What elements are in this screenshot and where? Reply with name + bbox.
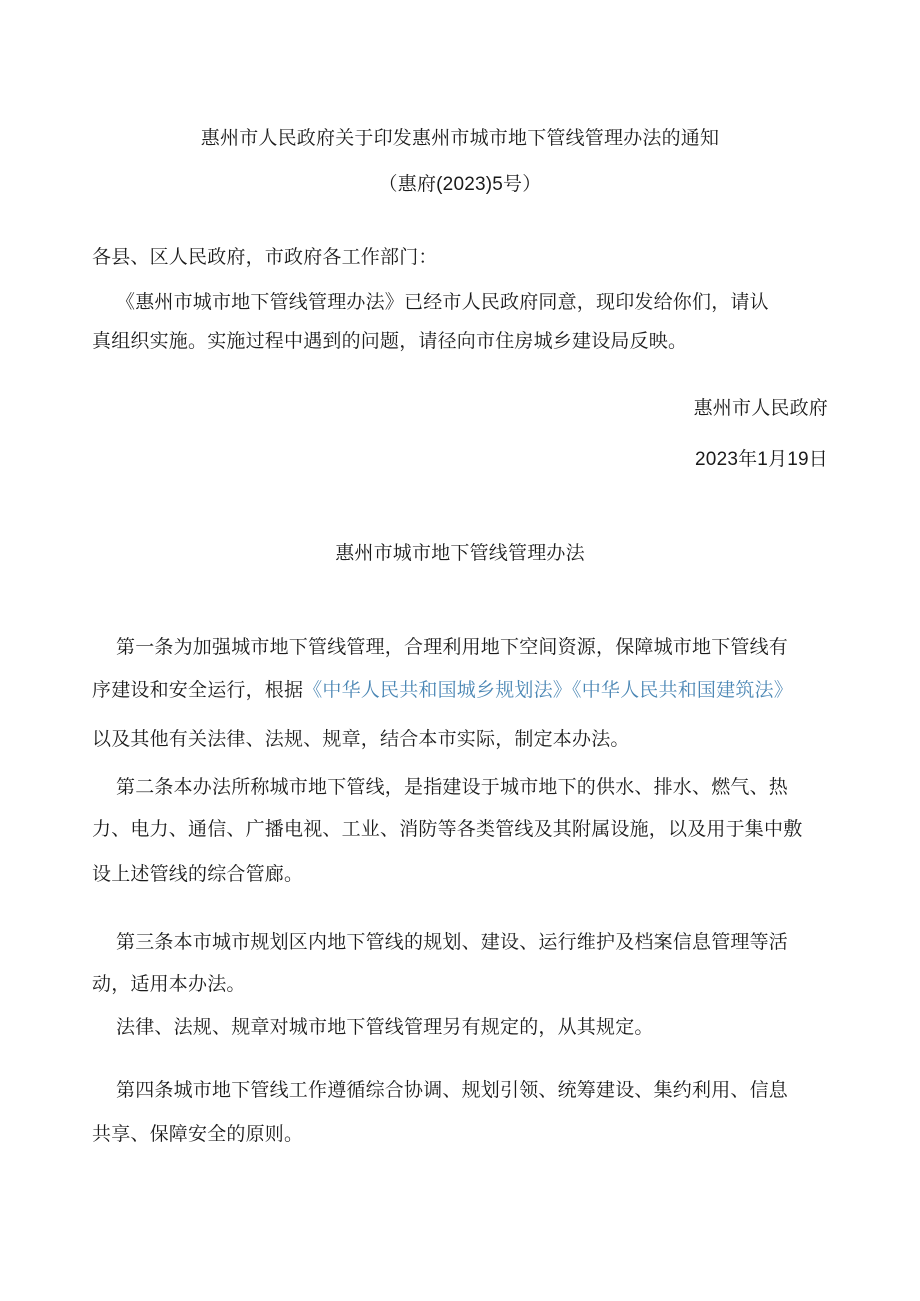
article-1-line-2-prefix: 序建设和安全运行，根据 [92, 679, 304, 701]
signature: 惠州市人民政府 [693, 397, 828, 419]
document-number: （惠府(2023)5号） [378, 174, 542, 195]
article-3-line-1: 第三条本市城市规划区内地下管线的规划、建设、运行维护及档案信息管理等活 [116, 931, 789, 953]
article-2-line-2: 力、电力、通信、广播电视、工业、消防等各类管线及其附属设施，以及用于集中敷 [92, 818, 803, 840]
notice-title: 惠州市人民政府关于印发惠州市城市地下管线管理办法的通知 [200, 127, 720, 149]
link-construction-law[interactable]: 《中华人民共和国建筑法》 [572, 679, 793, 701]
notice-body-line-2: 真组织实施。实施过程中遇到的问题，请径向市住房城乡建设局反映。 [92, 330, 688, 352]
notice-body-line-1: 《惠州市城市地下管线管理办法》已经市人民政府同意，现印发给你们，请认 [116, 291, 769, 313]
article-2-line-1: 第二条本办法所称城市地下管线，是指建设于城市地下的供水、排水、燃气、热 [116, 776, 789, 798]
article-1-line-3: 以及其他有关法律、法规、规章，结合本市实际，制定本办法。 [92, 728, 630, 750]
article-4-line-2: 共享、保障安全的原则。 [92, 1123, 304, 1145]
article-2-line-3: 设上述管线的综合管廊。 [92, 863, 304, 885]
article-1-line-2 [92, 678, 793, 702]
link-urban-rural-planning-law[interactable]: 《中华人民共和国城乡规划法》 [303, 679, 573, 701]
article-4-line-1: 第四条城市地下管线工作遵循综合协调、规划引领、统筹建设、集约利用、信息 [116, 1079, 789, 1101]
addressee: 各县、区人民政府，市政府各工作部门： [92, 246, 438, 268]
regulation-title: 惠州市城市地下管线管理办法 [335, 542, 585, 564]
article-1-line-1: 第一条为加强城市地下管线管理，合理利用地下空间资源，保障城市地下管线有 [116, 636, 789, 658]
article-3-paragraph-2: 法律、法规、规章对城市地下管线管理另有规定的，从其规定。 [116, 1016, 654, 1038]
issue-date: 2023年1月19日 [695, 449, 828, 470]
article-3-line-2: 动，适用本办法。 [92, 973, 246, 995]
